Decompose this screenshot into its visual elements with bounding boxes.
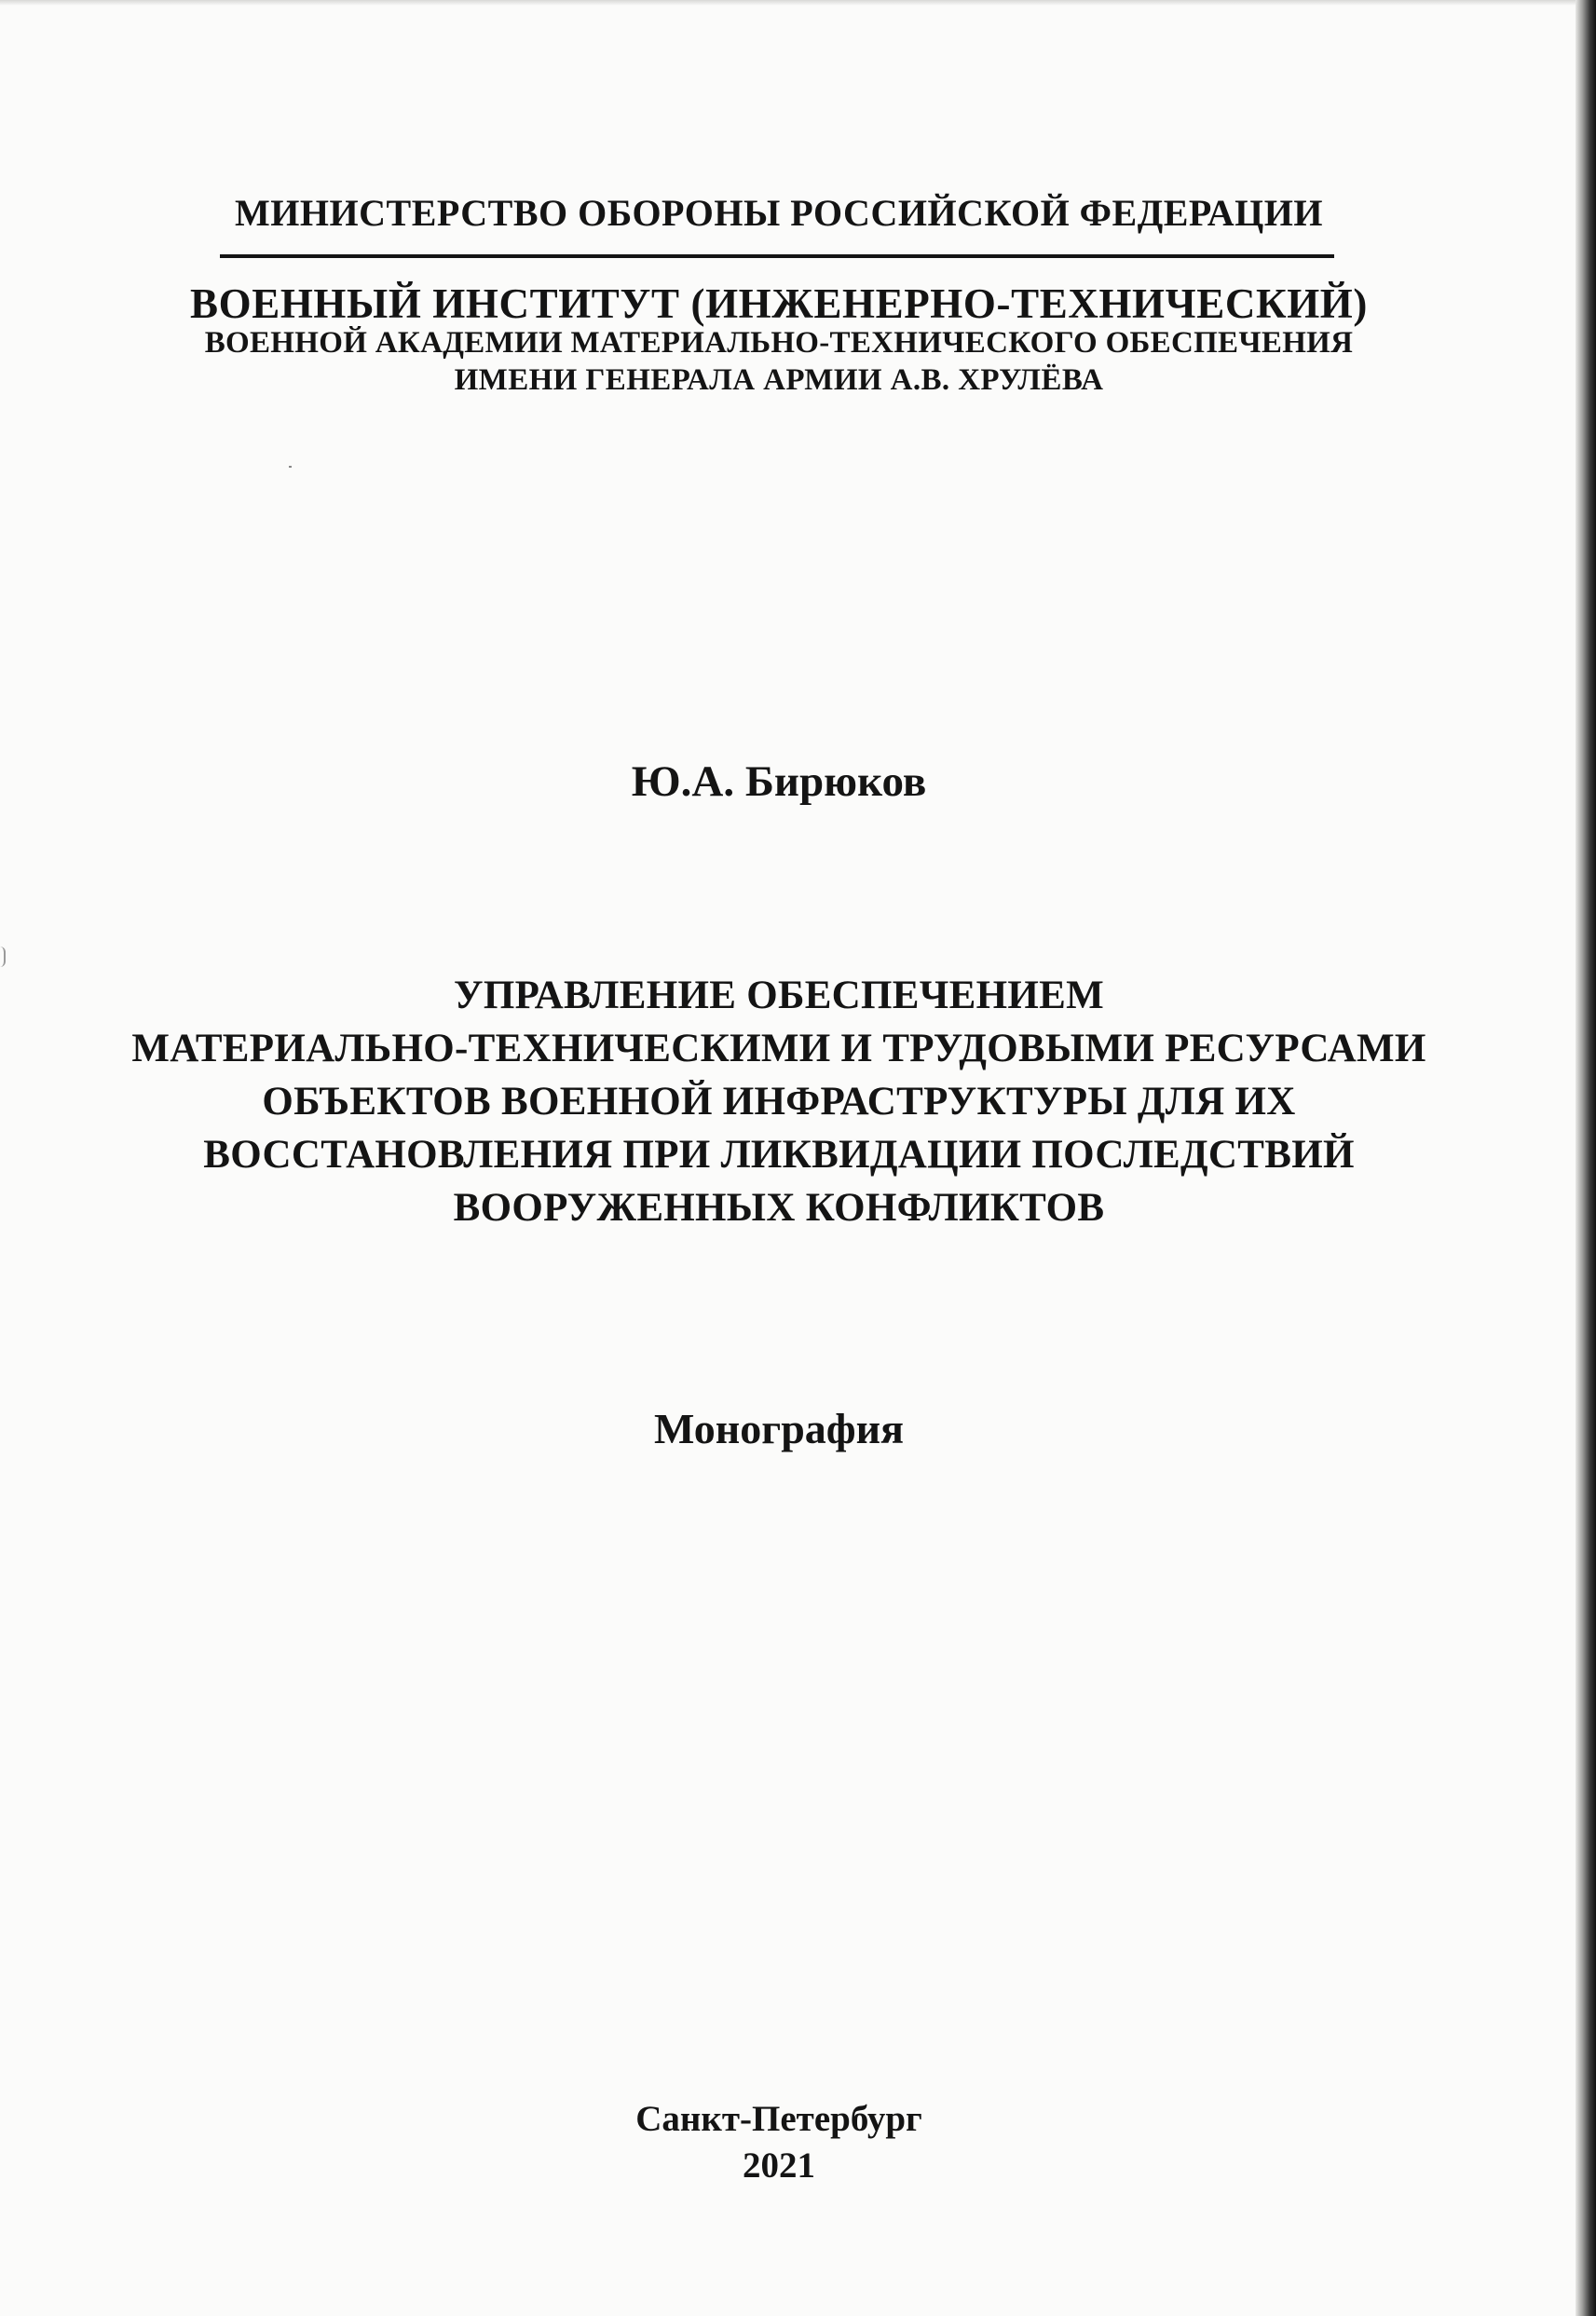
header-rule: [220, 254, 1334, 258]
title-line: ВОССТАНОВЛЕНИЯ ПРИ ЛИКВИДАЦИИ ПОСЛЕДСТВИЙ: [203, 1133, 1355, 1177]
ministry-heading: МИНИСТЕРСТВО ОБОРОНЫ РОССИЙСКОЙ ФЕДЕРАЦИИ: [235, 192, 1323, 234]
author-name: Ю.А. Бирюков: [631, 757, 927, 806]
scan-left-mark: [0, 947, 6, 967]
scan-speck: [289, 466, 292, 468]
imprint-year: 2021: [743, 2146, 815, 2186]
imprint-city: Санкт-Петербург: [635, 2099, 922, 2139]
named-after-heading: ИМЕНИ ГЕНЕРАЛА АРМИИ А.В. ХРУЛЁВА: [454, 363, 1104, 397]
institute-heading: ВОЕННЫЙ ИНСТИТУТ (ИНЖЕНЕРНО-ТЕХНИЧЕСКИЙ): [190, 280, 1368, 327]
academy-heading: ВОЕННОЙ АКАДЕМИИ МАТЕРИАЛЬНО-ТЕХНИЧЕСКОГО ОБЕСПЕЧЕНИЯ: [204, 326, 1354, 360]
title-line: ВООРУЖЕННЫХ КОНФЛИКТОВ: [453, 1186, 1105, 1230]
book-title: [0, 969, 1558, 1234]
scan-right-edge: [1576, 0, 1596, 2316]
genre-label: Монография: [653, 1405, 904, 1452]
title-line: МАТЕРИАЛЬНО-ТЕХНИЧЕСКИМИ И ТРУДОВЫМИ РЕСУРСАМИ: [131, 1027, 1426, 1070]
scan-top-edge: [0, 0, 1596, 6]
title-line: УПРАВЛЕНИЕ ОБЕСПЕЧЕНИЕМ: [454, 974, 1104, 1017]
title-line: ОБЪЕКТОВ ВОЕННОЙ ИНФРАСТРУКТУРЫ ДЛЯ ИХ: [262, 1080, 1296, 1124]
